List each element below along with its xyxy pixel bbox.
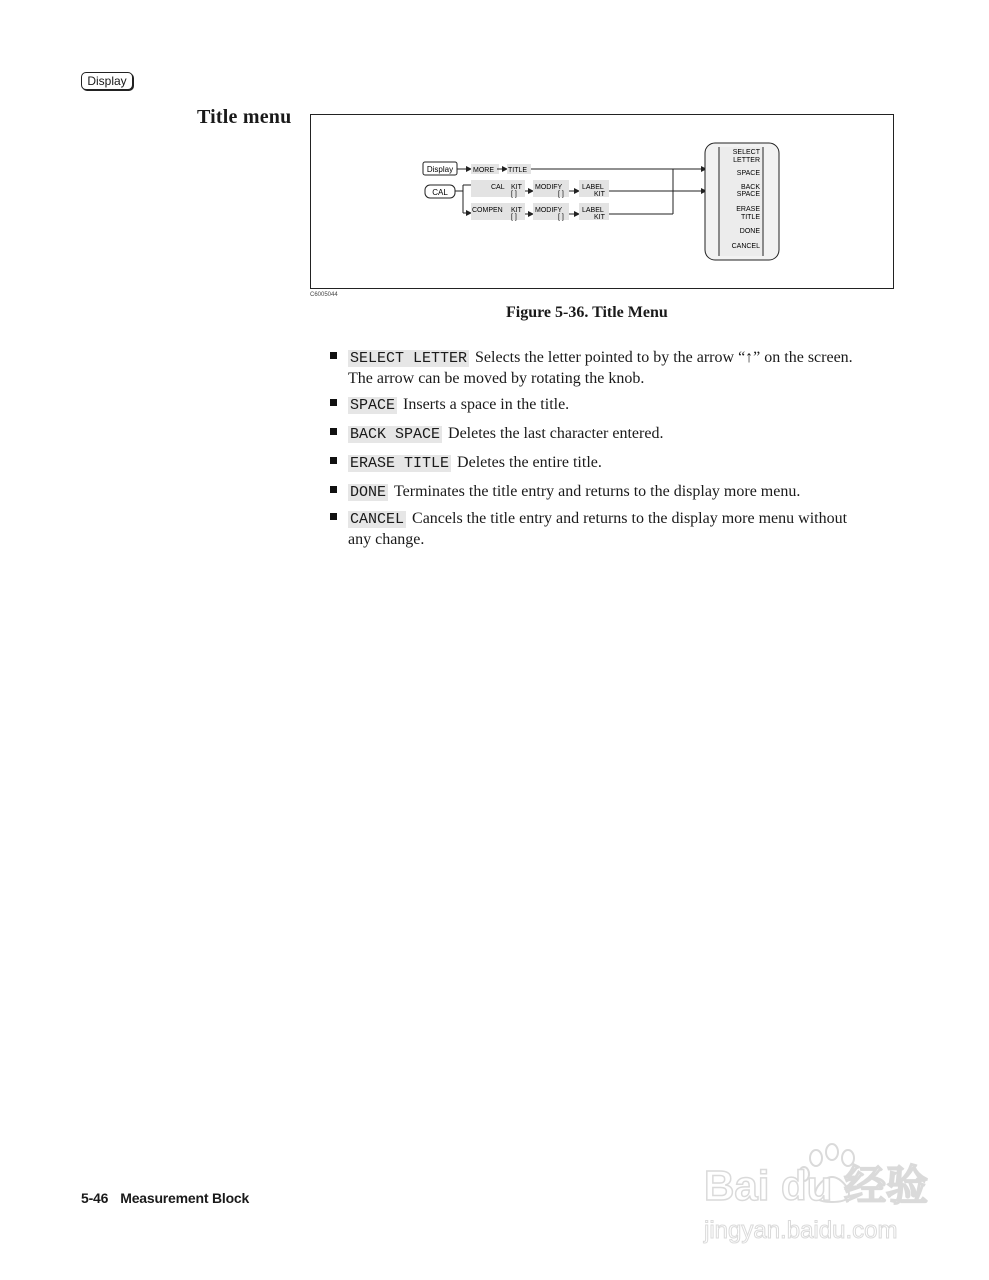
- section-heading: Title menu: [197, 106, 292, 128]
- softkey-description: Selects the letter pointed to by the arrow “↑” on the screen. The arrow can be moved by rotating the knob.: [348, 349, 853, 387]
- diagram-modify-softkey: MODIFY: [535, 184, 563, 191]
- list-item: [330, 453, 860, 474]
- figure-code: C6005044: [310, 292, 338, 298]
- softkey-label: ERASE TITLE: [350, 455, 450, 472]
- softkey-label: SELECT LETTER: [350, 350, 468, 367]
- panel-back-space-2: SPACE: [736, 191, 760, 198]
- list-item: [330, 482, 860, 503]
- page-footer: [81, 1190, 249, 1206]
- softkey-description: Cancels the title entry and returns to the display more menu without any change.: [348, 510, 848, 548]
- bullet-icon: [330, 428, 337, 435]
- panel-back-space-1: BACK: [740, 184, 760, 191]
- diagram-modify-bracket: [ ]: [558, 191, 564, 198]
- diagram-label-kit2-line2: KIT: [594, 214, 605, 221]
- panel-select-letter-1: SELECT: [732, 149, 760, 156]
- softkey-description: Inserts a space in the title.: [403, 396, 570, 413]
- list-item: [330, 509, 860, 550]
- panel-erase-title-1: ERASE: [736, 206, 760, 213]
- softkey-label: DONE: [350, 484, 387, 501]
- diagram-cal-kit-softkey: CAL: [491, 184, 505, 191]
- menu-flow-diagram: [311, 115, 893, 288]
- bullet-icon: [330, 457, 337, 464]
- diagram-display-key-label: Display: [426, 165, 454, 174]
- diagram-cal-key-label: CAL: [432, 188, 448, 197]
- softkey-label: CANCEL: [350, 511, 405, 528]
- panel-cancel: CANCEL: [731, 243, 760, 250]
- softkey-label: SPACE: [350, 397, 396, 414]
- diagram-cal-kit-bracket: [ ]: [511, 191, 517, 198]
- diagram-label-kit-line2: KIT: [594, 191, 605, 198]
- diagram-compen-kit-suffix: KIT: [511, 207, 522, 214]
- bullet-icon: [330, 486, 337, 493]
- diagram-compen-kit-softkey: COMPEN: [472, 207, 503, 214]
- diagram-compen-kit-bracket: [ ]: [511, 214, 517, 221]
- panel-erase-title-2: TITLE: [740, 214, 760, 221]
- diagram-modify2-bracket: [ ]: [558, 214, 564, 221]
- softkey-label: BACK SPACE: [350, 426, 441, 443]
- diagram-label-kit2-softkey: LABEL: [582, 207, 604, 214]
- diagram-more-softkey: MORE: [473, 167, 494, 174]
- list-item: [330, 424, 860, 445]
- panel-select-letter-2: LETTER: [733, 157, 760, 164]
- panel-space: SPACE: [736, 170, 760, 177]
- display-hardkey: Display: [81, 72, 133, 90]
- bullet-icon: [330, 399, 337, 406]
- softkey-description: Deletes the last character entered.: [448, 425, 664, 442]
- diagram-label-kit-softkey: LABEL: [582, 184, 604, 191]
- diagram-title-softkey: TITLE: [508, 167, 528, 174]
- bullet-icon: [330, 513, 337, 520]
- title-menu-figure: [310, 114, 894, 289]
- watermark-brand: Bai du 经验: [704, 1162, 929, 1209]
- softkey-description: Deletes the entire title.: [457, 454, 602, 471]
- softkey-description: Terminates the title entry and returns to the display more menu.: [394, 483, 801, 500]
- diagram-cal-kit-suffix: KIT: [511, 184, 522, 191]
- list-item: [330, 395, 860, 416]
- diagram-modify2-softkey: MODIFY: [535, 207, 563, 214]
- watermark-url: jingyan.baidu.com: [704, 1217, 898, 1244]
- list-item: [330, 348, 860, 389]
- page-number: 5-46: [81, 1190, 109, 1206]
- bullet-icon: [330, 352, 337, 359]
- softkey-descriptions: [330, 348, 860, 556]
- panel-done: DONE: [739, 228, 760, 235]
- baidu-watermark-logo: [700, 1140, 940, 1250]
- figure-caption: Figure 5-36. Title Menu: [506, 304, 668, 321]
- footer-section: Measurement Block: [120, 1190, 250, 1206]
